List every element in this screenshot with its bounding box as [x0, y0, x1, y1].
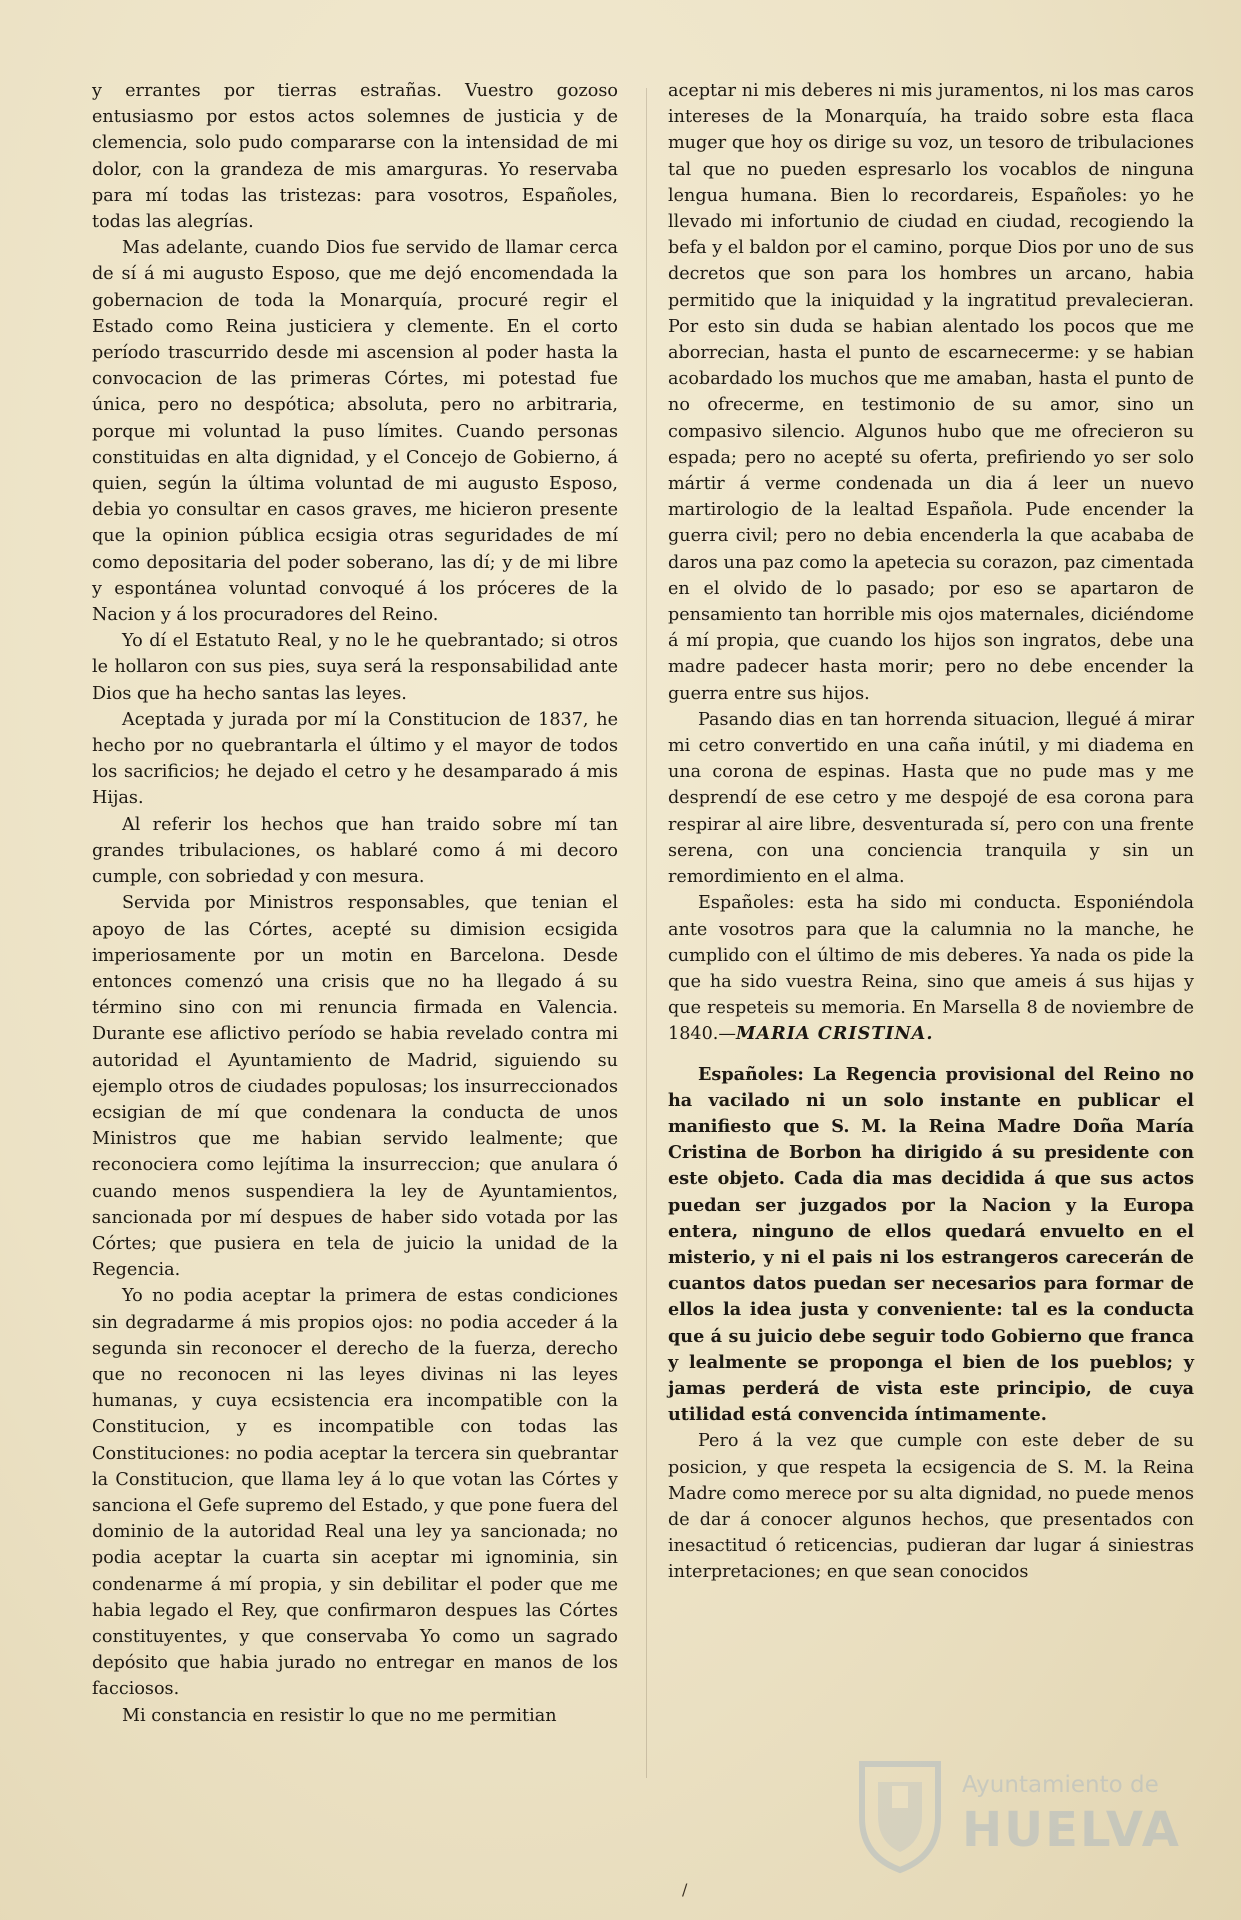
paragraph-5: Al referir los hechos que han traido sobre mí tan grandes tribulaciones, os hablaré como á mi decoro cumple, con sobriedad y con mesura. [92, 814, 618, 888]
closing-text: Españoles: esta ha sido mi conducta. Esponiéndola ante vosotros para que la calumnia no la manche, he cumplido con el último de mis deberes. Ya nada os pide la que ha sido vuestra Reina, sino que ameis á sus hijas y que respeteis su memoria. En Marsella 8 de noviembre de 1840.— [668, 893, 1194, 1045]
regency-announcement: Españoles: La Regencia provisional del Reino no ha vacilado ni un solo instante en publicar el manifiesto que S. M. la Reina Madre Doña María Cristina de Borbon ha dirigido á su presidente con este objeto. Cada dia mas decidida á que sus actos puedan ser juzgados por la Nacion y la Europa entera, ninguno de ellos quedará envuelto en el misterio, y ni el pais ni los estrangeros carecerán de cuantos datos puedan ser necesarios para formar de ellos la idea justa y conveniente: tal es la conducta que á su juicio debe seguir todo Gobierno que franca y lealmente se proponga el bien de los pueblos; y jamas perderá de vista este principio, de cuya utilidad está convencida íntimamente. [668, 1063, 1194, 1426]
city-shield-icon [852, 1756, 948, 1874]
paragraph-9: aceptar ni mis deberes ni mis juramentos, ni los mas caros intereses de la Monarquía, ha traido sobre esta flaca muger que hoy os dirige su voz, un tesoro de tribulaciones tal que no pueden espresarlo los vocablos de ninguna lengua humana. Bien lo recordareis, Españoles: yo he llevado mi infortunio de ciudad en ciudad, recogiendo la befa y el baldon por el camino, porque Dios por uno de sus decretos que son para los hombres un arcano, habia permitido que la iniquidad y la ingratitud prevalecieran. Por esto sin duda se habian alentado los pocos que me aborrecian, hasta el punto de escarnecerme: y se habian acobardado los muchos que me amaban, hasta el punto de no ofrecerme, en testimonio de su amor, sino un compasivo silencio. Algunos hubo que me ofrecieron su espada; pero no acepté su oferta, prefiriendo yo ser solo mártir á verme condenada un dia á leer un nuevo martirologio de la lealtad Española. Pude encender la guerra civil; pero no debia encenderla la que acababa de daros una paz como la apetecia su corazon, paz cimentada en el olvido de lo pasado; por eso se apartaron de pensamiento tan horrible mis ojos maternales, diciéndome á mí propia, que cuando los hijos son ingratos, debe una madre padecer hasta morir; pero no debe encender la guerra entre sus hijos. [668, 81, 1195, 704]
paragraph-12: Pero á la vez que cumple con este deber de su posicion, y que respeta la ecsigencia de S. M. la Reina Madre como merece por su alta dignidad, no puede menos de dar á conocer algunos hechos, que presentados con inesactitud ó reticencias, pudieran dar lugar á siniestras interpretaciones; en que sean conocidos [668, 1431, 1194, 1583]
paragraph-8: Mi constancia en resistir lo que no me permitian [122, 1705, 557, 1726]
paragraph-7: Yo no podia aceptar la primera de estas condiciones sin degradarme á mis propios ojos: no podia acceder á la segunda sin reconocer el derecho de la fuerza, derecho que no reconocen ni las leyes divinas ni las leyes humanas, y cuya ecsistencia era incompatible con la Constitucion, y es incompatible con todas las Constituciones: no podia aceptar la tercera sin quebrantar la Constitucion, que llama ley á lo que votan las Córtes y sanciona el Gefe supremo del Estado, y que pone fuera del dominio de la autoridad Real una ley ya sancionada; no podia aceptar la cuarta sin aceptar mi ignominia, sin condenarme á mí propia, y sin debilitar el poder que me habia legado el Rey, que confirmaron despues las Córtes constituyentes, y que conservaba Yo como un sagrado depósito que habia jurado no entregar en manos de los facciosos. [92, 1286, 618, 1700]
watermark-line-1: Ayuntamiento de [962, 1772, 1159, 1798]
paragraph-6: Servida por Ministros responsables, que tenian el apoyo de las Córtes, acepté su dimision ecsigida imperiosamente por un motin en Barcelona. Desde entonces comenzó una crisis que no ha llegado á su término sino con mi renuncia firmada en Valencia. Durante ese aflictivo período se habia revelado contra mi autoridad el Ayuntamiento de Madrid, siguiendo su ejemplo otros de ciudades populosas; los insurreccionados ecsigian de mí que condenara la conducta de unos Ministros que me habian servido lealmente; que reconociera como lejítima la insurreccion; que anulara ó cuando menos suspendiera la ley de Ayuntamientos, sancionada por mí despues de haber sido votada por las Córtes; que pusiera en tela de juicio la unidad de la Regencia. [92, 893, 618, 1281]
left-column [92, 78, 618, 1729]
paragraph-1: y errantes por tierras estrañas. Vuestro gozoso entusiasmo por estos actos solemnes de justicia y de clemencia, solo pudo compararse con la intensidad de mi dolor, con la grandeza de mis amarguras. Yo reservaba para mí todas las tristezas: para vosotros, Españoles, todas las alegrías. [92, 81, 618, 233]
paragraph-4: Aceptada y jurada por mí la Constitucion de 1837, he hecho por no quebrantarla el último y el mayor de todos los sacrificios; he dejado el cetro y he desamparado á mis Hijas. [92, 709, 618, 809]
manifesto-closing [668, 890, 1194, 1047]
column-divider [646, 88, 647, 1778]
signature-maria-cristina: MARIA CRISTINA. [735, 1023, 934, 1045]
paragraph-3: Yo dí el Estatuto Real, y no le he quebrantado; si otros le hollaron con sus pies, suya será la responsabilidad ante Dios que ha hecho santas las leyes. [92, 631, 618, 704]
watermark [852, 1756, 1182, 1876]
page-mark: / [682, 1880, 688, 1899]
watermark-line-2: HUELVA [962, 1802, 1181, 1858]
paragraph-10: Pasando dias en tan horrenda situacion, llegué á mirar mi cetro convertido en una caña inútil, y mi diadema en una corona de espinas. Hasta que no pude mas y me desprendí de ese cetro y me despojé de esa corona para respirar al aire libre, desventurada sí, pero con una frente serena, con una conciencia tranquila y sin un remordimiento en el alma. [668, 709, 1194, 888]
right-column [668, 78, 1194, 1586]
paragraph-2: Mas adelante, cuando Dios fue servido de llamar cerca de sí á mi augusto Esposo, que me dejó encomendada la gobernacion de toda la Monarquía, procuré regir el Estado como Reina justiciera y clemente. En el corto período trascurrido desde mi ascension al poder hasta la convocacion de las primeras Córtes, mi potestad fue única, pero no despótica; absoluta, pero no arbitraria, porque mi voluntad la puso límites. Cuando personas constituidas en alta dignidad, y el Concejo de Gobierno, á quien, según la última voluntad de mi augusto Esposo, debia yo consultar en casos graves, me hicieron presente que la opinion pública ecsigia otras seguridades de mí como depositaria del poder soberano, las dí; y de mi libre y espontánea voluntad convoqué á los próceres de la Nacion y á los procuradores del Reino. [92, 238, 618, 626]
